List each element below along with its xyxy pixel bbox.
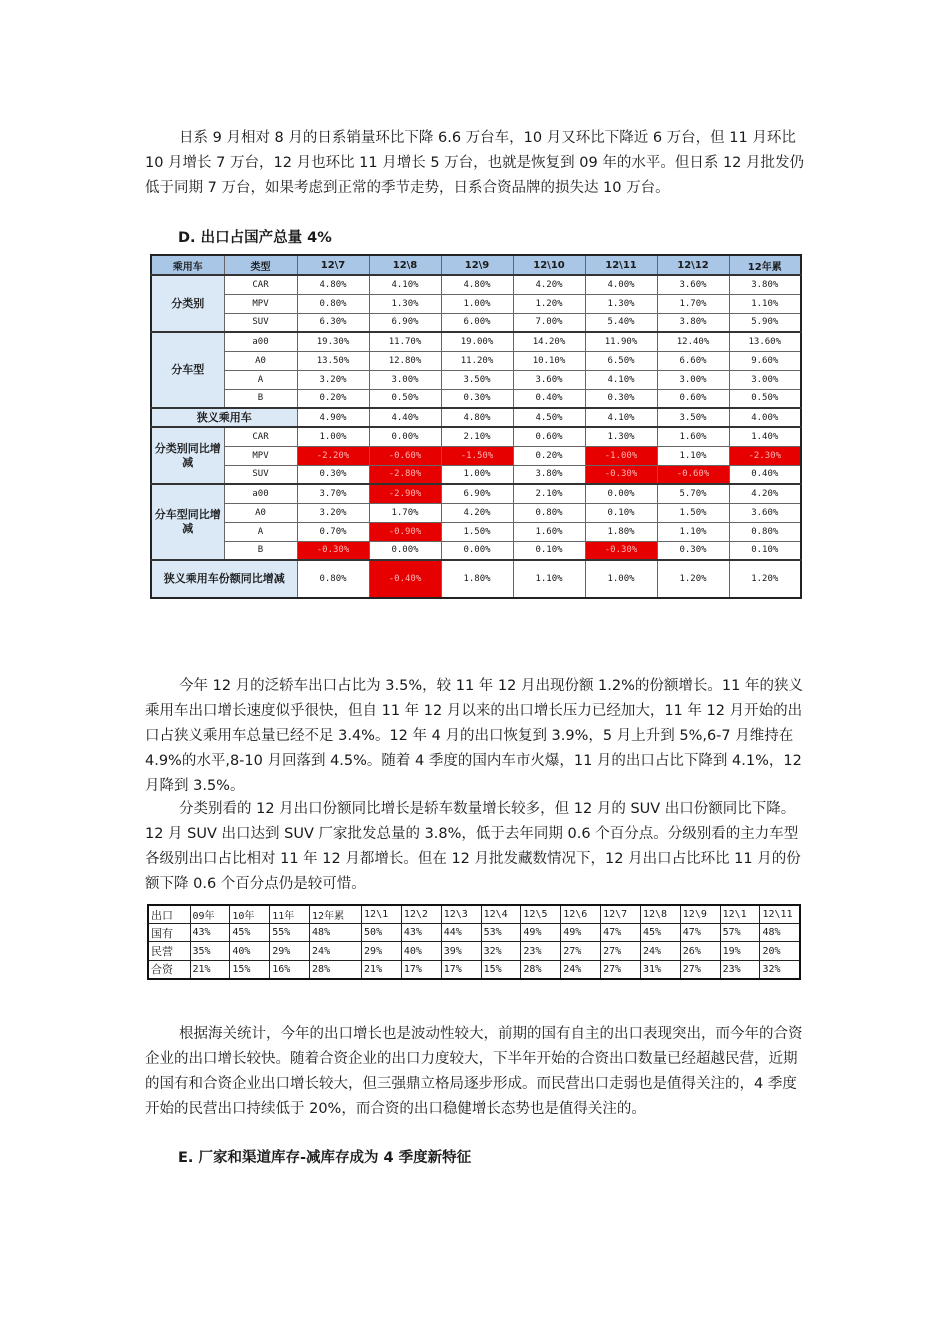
value-cell: -0.90% [369,522,441,541]
value-cell: 3.60% [513,370,585,389]
value-cell: 5.90% [729,313,801,332]
value-cell: 0.80% [513,503,585,522]
value-cell: 4.20% [729,484,801,503]
value-cell: 4.50% [513,408,585,427]
value-cell: 2.10% [513,484,585,503]
value-cell: 5.70% [657,484,729,503]
value-cell: -2.20% [297,446,369,465]
value-cell: 1.30% [585,294,657,313]
value-cell: 6.50% [585,351,657,370]
type-cell: A0 [224,503,297,522]
value-cell: 1.60% [657,427,729,446]
table-header-row [151,255,801,275]
value-cell: 19.00% [441,332,513,351]
value-cell: 1.60% [513,522,585,541]
value-cell: 0.30% [585,389,657,408]
value-cell: 0.20% [513,446,585,465]
type-cell: B [224,389,297,408]
table-row [148,924,800,942]
table-row [151,408,801,427]
header-cell: 12\10 [513,255,585,275]
table-row [151,484,801,503]
value-cell: 0.60% [657,389,729,408]
type-cell: a00 [224,332,297,351]
value-cell: 3.70% [297,484,369,503]
header-cell: 乘用车 [151,255,224,275]
value-cell: 40% [401,942,441,960]
value-cell: 57% [720,924,760,942]
paragraph-japanese-sales: 日系 9 月相对 8 月的日系销量环比下降 6.6 万台车，10 月又环比下降近 6 万台，但 11 月环比 10 月增长 7 万台，12 月也环比 11 月增长 5 万台，也就是恢复到 09 年的水平。但日系 12 月批发仍低于同期 7 万台，如果考虑到正常的季节走势，日系合资品牌的损失达 10 万台。 [145,130,805,196]
value-cell: 1.10% [729,294,801,313]
value-cell: 32% [481,942,521,960]
header-cell: 10年 [230,905,270,924]
value-cell: 28% [310,960,362,979]
table-row [151,370,801,389]
value-cell: 0.40% [513,389,585,408]
heading-export-share: D. 出口占国产总量 4% [178,230,332,246]
value-cell: 4.10% [585,408,657,427]
value-cell: 4.20% [513,275,585,294]
header-cell: 12\2 [401,905,441,924]
header-cell: 12\6 [561,905,601,924]
header-cell: 12\1 [362,905,402,924]
value-cell: 24% [640,942,680,960]
type-cell: CAR [224,275,297,294]
row-label: 合资 [148,960,190,979]
value-cell: 13.60% [729,332,801,351]
type-cell: MPV [224,294,297,313]
value-cell: 0.10% [585,503,657,522]
value-cell: 28% [521,960,561,979]
value-cell: 1.00% [441,465,513,484]
value-cell: 45% [230,924,270,942]
value-cell: 10.10% [513,351,585,370]
type-cell: A0 [224,351,297,370]
header-cell: 12\5 [521,905,561,924]
value-cell: 26% [680,942,720,960]
value-cell: 45% [640,924,680,942]
value-cell: -0.30% [585,541,657,560]
value-cell: 1.00% [297,427,369,446]
header-cell: 12\7 [297,255,369,275]
value-cell: 0.00% [585,484,657,503]
table-row [151,294,801,313]
value-cell: 19% [720,942,760,960]
value-cell: 27% [680,960,720,979]
value-cell: 47% [601,924,641,942]
value-cell: 4.80% [441,275,513,294]
group-label: 分类别同比增减 [151,427,224,484]
value-cell: 6.90% [369,313,441,332]
export-ownership-table [147,904,801,980]
value-cell: 1.10% [657,522,729,541]
value-cell: 16% [270,960,310,979]
header-cell: 12\4 [481,905,521,924]
table-row [151,522,801,541]
table-row [151,275,801,294]
paragraph-export-by-class: 分类别看的 12 月出口份额同比增长是轿车数量增长较多，但 12 月的 SUV 出口份额同比下降。12 月 SUV 出口达到 SUV 厂家批发总量的 3.8%，低于去年同期 0.6 个百分点。分级别看的主力车型各级别出口占比相对 11 年 12 月都增长。但在 12 月批发藏数情况下，12 月出口占比环比 11 月的份额下降 0.6 个百分点仍是较可惜。 [145,801,801,892]
table-row [151,351,801,370]
value-cell: 12.40% [657,332,729,351]
value-cell: 19.30% [297,332,369,351]
group-label: 分类别 [151,275,224,332]
value-cell: -2.30% [729,446,801,465]
value-cell: 12.80% [369,351,441,370]
value-cell: 49% [521,924,561,942]
header-cell: 12\9 [441,255,513,275]
value-cell: 44% [441,924,481,942]
value-cell: -2.90% [369,484,441,503]
header-cell: 类型 [224,255,297,275]
header-cell: 12\11 [760,905,800,924]
value-cell: 29% [362,942,402,960]
type-cell: MPV [224,446,297,465]
value-cell: -1.50% [441,446,513,465]
value-cell: 17% [441,960,481,979]
value-cell: 1.20% [729,560,801,598]
value-cell: 0.70% [297,522,369,541]
value-cell: 27% [601,960,641,979]
value-cell: 3.80% [513,465,585,484]
value-cell: 0.80% [297,294,369,313]
value-cell: 0.50% [729,389,801,408]
value-cell: 15% [481,960,521,979]
value-cell: 4.10% [369,275,441,294]
value-cell: 2.10% [441,427,513,446]
value-cell: 3.00% [369,370,441,389]
value-cell: 1.80% [585,522,657,541]
value-cell: 48% [760,924,800,942]
value-cell: 20% [760,942,800,960]
value-cell: 3.60% [729,503,801,522]
type-cell: SUV [224,465,297,484]
group-label: 狭义乘用车 [151,408,297,427]
table-row [151,313,801,332]
value-cell: 1.30% [585,427,657,446]
table-row [151,446,801,465]
value-cell: 4.80% [297,275,369,294]
value-cell: 1.20% [657,560,729,598]
table-row [148,960,800,979]
value-cell: 0.80% [297,560,369,598]
value-cell: 0.40% [729,465,801,484]
value-cell: -0.60% [657,465,729,484]
value-cell: 29% [270,942,310,960]
value-cell: 11.20% [441,351,513,370]
table-row [151,332,801,351]
row-label: 民营 [148,942,190,960]
value-cell: -1.00% [585,446,657,465]
value-cell: 3.00% [657,370,729,389]
header-cell: 12\8 [369,255,441,275]
paragraph-customs-stats: 根据海关统计，今年的出口增长也是波动性较大，前期的国有自主的出口表现突出，而今年的合资企业的出口增长较快。随着合资企业的出口力度较大，下半年开始的合资出口数量已经超越民营，近期的国有和合资企业出口增长较大，但三强鼎立格局逐步形成。而民营出口走弱也是值得关注的，4 季度开始的民营出口持续低于 20%，而合资的出口稳健增长态势也是值得关注的。 [145,1026,803,1117]
value-cell: 27% [561,942,601,960]
value-cell: 0.60% [513,427,585,446]
value-cell: 39% [441,942,481,960]
value-cell: 6.90% [441,484,513,503]
value-cell: 6.00% [441,313,513,332]
type-cell: A [224,370,297,389]
value-cell: 1.00% [441,294,513,313]
header-cell: 09年 [190,905,230,924]
value-cell: 40% [230,942,270,960]
value-cell: 43% [401,924,441,942]
value-cell: 0.00% [441,541,513,560]
value-cell: 3.80% [729,275,801,294]
value-cell: -0.40% [369,560,441,598]
table-row [148,942,800,960]
header-cell: 12\7 [601,905,641,924]
value-cell: 49% [561,924,601,942]
value-cell: 0.30% [441,389,513,408]
table-row [151,560,801,598]
value-cell: 27% [601,942,641,960]
table-row [151,389,801,408]
value-cell: 21% [362,960,402,979]
type-cell: A [224,522,297,541]
type-cell: B [224,541,297,560]
value-cell: 7.00% [513,313,585,332]
value-cell: 48% [310,924,362,942]
table-row [151,503,801,522]
header-cell: 12年累 [310,905,362,924]
value-cell: 6.30% [297,313,369,332]
value-cell: 3.50% [657,408,729,427]
value-cell: 1.70% [369,503,441,522]
header-cell: 12\9 [680,905,720,924]
value-cell: 21% [190,960,230,979]
header-cell: 12\8 [640,905,680,924]
value-cell: -2.80% [369,465,441,484]
value-cell: 0.00% [369,427,441,446]
table-row [151,427,801,446]
value-cell: 24% [561,960,601,979]
value-cell: 1.50% [657,503,729,522]
header-cell: 12\3 [441,905,481,924]
row-label: 国有 [148,924,190,942]
value-cell: 4.40% [369,408,441,427]
header-cell: 12\12 [657,255,729,275]
value-cell: 0.50% [369,389,441,408]
header-cell: 出口 [148,905,190,924]
value-cell: 5.40% [585,313,657,332]
table-header-row [148,905,800,924]
value-cell: 23% [720,960,760,979]
value-cell: 14.20% [513,332,585,351]
value-cell: 1.80% [441,560,513,598]
group-label: 分车型同比增减 [151,484,224,560]
value-cell: 0.20% [297,389,369,408]
type-cell: CAR [224,427,297,446]
value-cell: 3.60% [657,275,729,294]
value-cell: 0.30% [297,465,369,484]
value-cell: 3.20% [297,503,369,522]
value-cell: -0.60% [369,446,441,465]
value-cell: 1.70% [657,294,729,313]
value-cell: 11.90% [585,332,657,351]
value-cell: 55% [270,924,310,942]
value-cell: 1.20% [513,294,585,313]
value-cell: 1.10% [657,446,729,465]
value-cell: -0.30% [297,541,369,560]
value-cell: 13.50% [297,351,369,370]
value-cell: 23% [521,942,561,960]
group-label: 狭义乘用车份额同比增减 [151,560,297,598]
value-cell: 11.70% [369,332,441,351]
value-cell: 50% [362,924,402,942]
value-cell: 3.50% [441,370,513,389]
group-label: 分车型 [151,332,224,408]
value-cell: 9.60% [729,351,801,370]
value-cell: 15% [230,960,270,979]
value-cell: 1.10% [513,560,585,598]
value-cell: 0.10% [729,541,801,560]
value-cell: 35% [190,942,230,960]
table-row [151,465,801,484]
header-cell: 12\11 [585,255,657,275]
value-cell: 4.00% [729,408,801,427]
value-cell: 6.60% [657,351,729,370]
header-cell: 12\1 [720,905,760,924]
table-row [151,541,801,560]
value-cell: 0.00% [369,541,441,560]
value-cell: 0.30% [657,541,729,560]
value-cell: 31% [640,960,680,979]
header-cell: 12年累 [729,255,801,275]
paragraph-export-ratio: 今年 12 月的泛轿车出口占比为 3.5%，较 11 年 12 月出现份额 1.2%的份额增长。11 年的狭义乘用车出口增长速度似乎很快，但自 11 年 12 月以来的出口增长压力已经加大，11 年 12 月开始的出口占狭义乘用车总量已经不足 3.4%。12 年 4 月的出口恢复到 3.9%，5 月上升到 5%,6-7 月维持在 4.9%的水平,8-10 月回落到 4.5%。随着 4 季度的国内车市火爆，11 月的出口占比下降到 4.1%，12 月降到 3.5%。 [145,678,803,794]
value-cell: 1.30% [369,294,441,313]
value-cell: 0.10% [513,541,585,560]
value-cell: 3.20% [297,370,369,389]
value-cell: 43% [190,924,230,942]
value-cell: 3.00% [729,370,801,389]
value-cell: 1.00% [585,560,657,598]
value-cell: 4.20% [441,503,513,522]
value-cell: 17% [401,960,441,979]
value-cell: 4.10% [585,370,657,389]
value-cell: 4.90% [297,408,369,427]
value-cell: 1.40% [729,427,801,446]
value-cell: 3.80% [657,313,729,332]
value-cell: 0.80% [729,522,801,541]
heading-inventory: E. 厂家和渠道库存-减库存成为 4 季度新特征 [178,1150,472,1166]
value-cell: 47% [680,924,720,942]
value-cell: 24% [310,942,362,960]
value-cell: 4.80% [441,408,513,427]
type-cell: a00 [224,484,297,503]
value-cell: -0.30% [585,465,657,484]
export-share-table [150,254,802,599]
type-cell: SUV [224,313,297,332]
value-cell: 1.50% [441,522,513,541]
value-cell: 53% [481,924,521,942]
value-cell: 32% [760,960,800,979]
value-cell: 4.00% [585,275,657,294]
header-cell: 11年 [270,905,310,924]
